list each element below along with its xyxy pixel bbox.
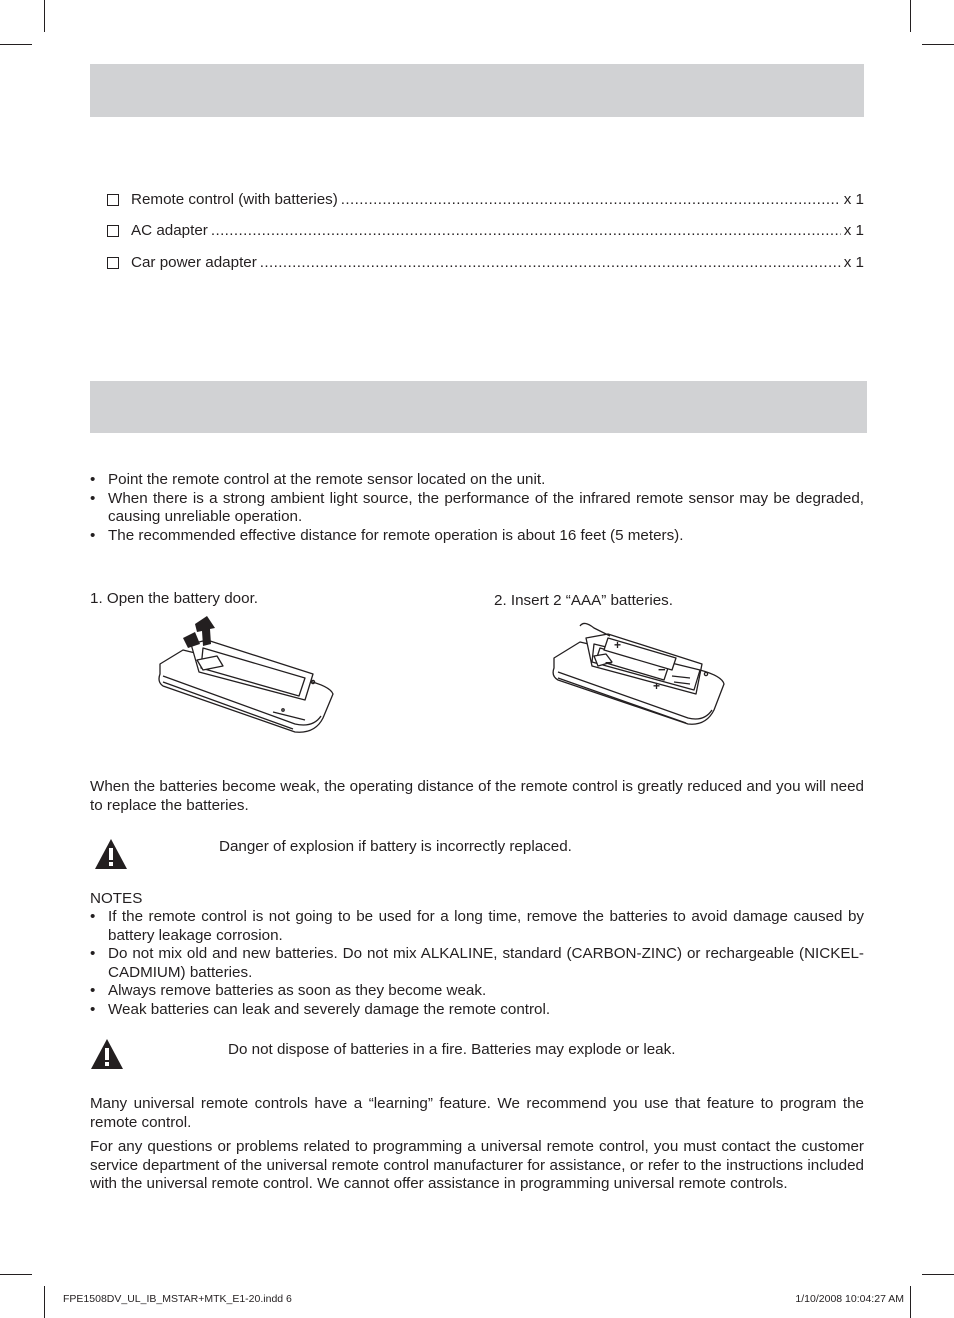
battery-plus-label: +	[614, 638, 622, 652]
accessory-quantity: x 1	[843, 221, 864, 239]
list-item: • Always remove batteries as soon as they become weak.	[90, 982, 864, 1001]
leader-dots	[341, 191, 841, 210]
footer-filename: FPE1508DV_UL_IB_MSTAR+MTK_E1-20.indd 6	[63, 1293, 292, 1305]
battery-minus-label: −	[658, 662, 666, 677]
accessory-item	[107, 221, 864, 241]
crop-mark	[922, 1274, 954, 1275]
accessory-name: Car power adapter	[131, 253, 257, 271]
checkbox-icon	[107, 257, 119, 269]
notes-heading: NOTES	[90, 890, 143, 907]
universal-remote-paragraph: Many universal remote controls have a “learning” feature. We recommend you use that feature to program the remote control.	[90, 1095, 864, 1131]
checkbox-icon	[107, 194, 119, 206]
crop-mark	[922, 44, 954, 45]
list-item: • Do not mix old and new batteries. Do not mix ALKALINE, standard (CARBON-ZINC) or rechargeable (NICKEL-CADMIUM) batteries.	[90, 945, 864, 982]
list-item: • Point the remote control at the remote sensor located on the unit.	[90, 471, 864, 490]
accessory-quantity: x 1	[843, 253, 864, 271]
crop-mark	[0, 1274, 32, 1275]
leader-dots	[260, 254, 841, 273]
battery-plus-label: +	[653, 679, 661, 693]
warning-fire-text: Do not dispose of batteries in a fire. Batteries may explode or leak.	[228, 1041, 676, 1058]
universal-remote-paragraph: For any questions or problems related to programming a universal remote control, you must contact the customer service department of the universal remote control manufacturer for assistance, or refer to the instructions included with the universal remote control. We cannot offer assistance in programming universal remote controls.	[90, 1138, 864, 1192]
crop-mark	[44, 0, 45, 32]
notes-list	[90, 908, 864, 1019]
list-item: • When there is a strong ambient light source, the performance of the infrared remote sensor may be degraded, causing unreliable operation.	[90, 490, 864, 527]
warning-explosion-text: Danger of explosion if battery is incorrectly replaced.	[219, 838, 572, 855]
accessory-quantity: x 1	[843, 190, 864, 208]
accessory-item	[107, 190, 864, 210]
accessory-name: Remote control (with batteries)	[131, 190, 338, 208]
remote-usage-list	[90, 471, 864, 545]
section-header-band	[90, 381, 867, 433]
section-header-band	[90, 64, 864, 117]
leader-dots	[211, 222, 841, 241]
step-2-label: 2. Insert 2 “AAA” batteries.	[494, 592, 673, 609]
accessory-name: AC adapter	[131, 221, 208, 239]
checkbox-icon	[107, 225, 119, 237]
list-item: • Weak batteries can leak and severely damage the remote control.	[90, 1001, 864, 1020]
warning-icon	[94, 838, 128, 870]
list-item: • The recommended effective distance for remote operation is about 16 feet (5 meters).	[90, 527, 864, 546]
accessory-item	[107, 253, 864, 273]
list-item: • If the remote control is not going to be used for a long time, remove the batteries to avoid damage caused by battery leakage corrosion.	[90, 908, 864, 945]
step-1-label: 1. Open the battery door.	[90, 590, 259, 607]
crop-mark	[0, 44, 32, 45]
crop-mark	[44, 1286, 45, 1318]
warning-icon	[90, 1038, 124, 1070]
insert-batteries-illustration	[550, 618, 730, 730]
footer-timestamp: 1/10/2008 10:04:27 AM	[795, 1293, 904, 1305]
crop-mark	[910, 0, 911, 32]
open-battery-door-illustration	[155, 612, 340, 740]
crop-mark	[910, 1286, 911, 1318]
battery-minus-label: −	[605, 655, 613, 670]
replace-batteries-paragraph: When the batteries become weak, the operating distance of the remote control is greatly reduced and you will need to replace the batteries.	[90, 778, 864, 814]
